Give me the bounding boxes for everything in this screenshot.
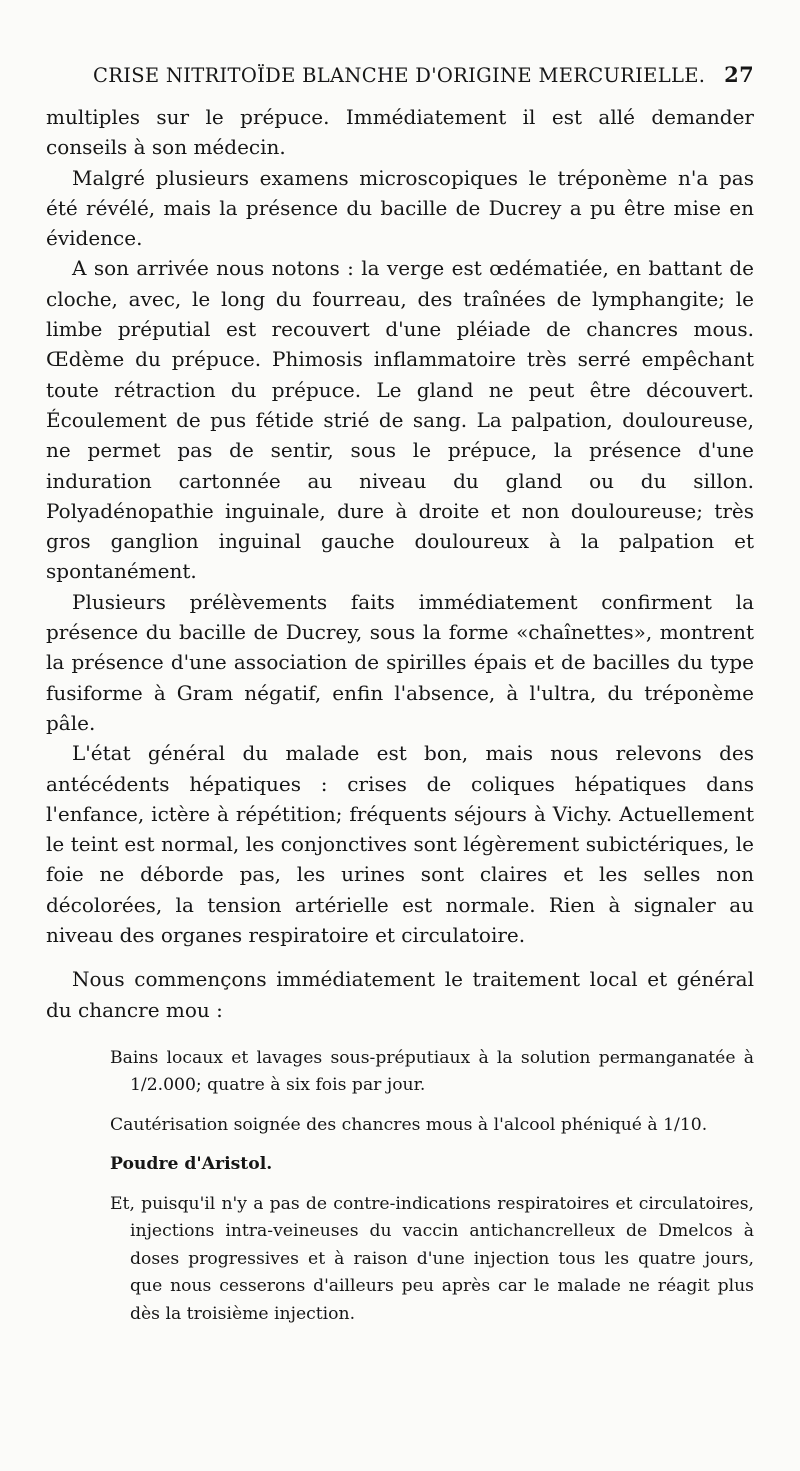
paragraph: Malgré plusieurs examens microscopiques le tréponème n'a pas été révélé, mais la présence du bacille de Ducrey a pu être mise en évidence.: [46, 165, 754, 251]
running-head: [46, 58, 754, 102]
paragraph: Nous commençons immédiatement le traitement local et général du chancre mou :: [46, 967, 754, 1022]
running-title: CRISE NITRITOÏDE BLANCHE D'ORIGINE MERCURIELLE.: [93, 64, 706, 87]
body-text: [46, 102, 754, 1025]
list-item: Bains locaux et lavages sous-préputiaux à la solution permanganatée à 1/2.000; quatre à six fois par jour.: [110, 1047, 754, 1096]
paragraph: A son arrivée nous notons : la verge est œdématiée, en battant de cloche, avec, le long du fourreau, des traînées de lymphangite; le limbe préputial est recouvert d'une pléiade de chancres mous. Œdème du prépuce. Phimosis inflammatoire très serré empêchant toute rétraction du prépuce. Le gland ne peut être découvert. Écoulement de pus fétide strié de sang. La palpation, douloureuse, ne permet pas de sentir, sous le prépuce, la présence d'une induration cartonnée au niveau du gland ou du sillon. Polyadénopathie inguinale, dure à droite et non douloureuse; très gros ganglion inguinal gauche douloureux à la palpation et spontanément.: [46, 256, 754, 584]
page-number: 27: [724, 62, 754, 87]
paragraph: L'état général du malade est bon, mais nous relevons des antécédents hépatiques : crises de coliques hépatiques dans l'enfance, ictère à répétition; fréquents séjours à Vichy. Actuellement le teint est normal, les conjonctives sont légèrement subictériques, le foie ne déborde pas, les urines sont claires et les selles non décolorées, la tension artérielle est normale. Rien à signaler au niveau des organes respiratoire et circulatoire.: [46, 741, 754, 948]
paragraph: multiples sur le prépuce. Immédiatement il est allé demander conseils à son médecin.: [46, 105, 754, 160]
book-page: [46, 58, 754, 1340]
list-item: Poudre d'Aristol.: [110, 1154, 273, 1175]
paragraph: Plusieurs prélèvements faits immédiatement confirment la présence du bacille de Ducrey, sous la forme «chaînettes», montrent la présence d'une association de spirilles épais et de bacilles du type fusiforme à Gram négatif, enfin l'absence, à l'ultra, du tréponème pâle.: [46, 589, 754, 735]
list-item: Et, puisqu'il n'y a pas de contre-indications respiratoires et circulatoires, injections intra-veineuses du vaccin antichancrelleux de Dmelcos à doses progressives et à raison d'une injection tous les quatre jours, que nous cesserons d'ailleurs peu après car le malade ne réagit plus dès la troisième injection.: [110, 1193, 754, 1324]
treatment-list: [46, 1045, 754, 1329]
list-item: Cautérisation soignée des chancres mous à l'alcool phéniqué à 1/10.: [110, 1114, 708, 1135]
